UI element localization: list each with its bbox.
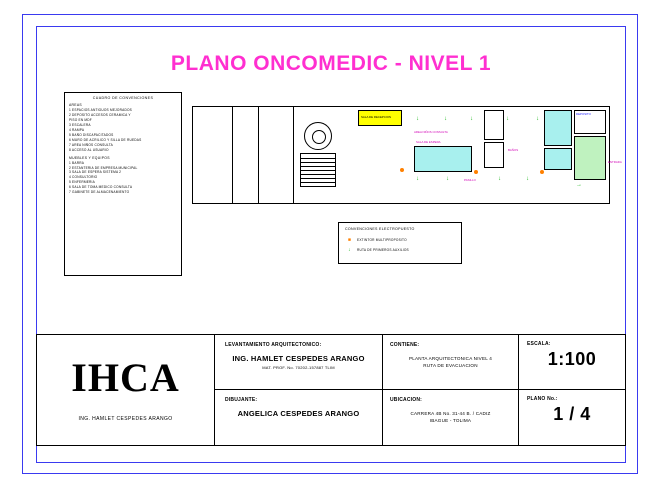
scale-label: ESCALA: xyxy=(527,341,551,347)
evacuation-arrow-icon: → xyxy=(576,182,582,188)
contents-block xyxy=(383,335,518,390)
location-block xyxy=(383,390,518,445)
people-cell xyxy=(215,335,383,445)
notes-section-heading: AREAS xyxy=(69,103,82,107)
notes-item: 7 AREA NIÑOS CONSULTA xyxy=(69,142,113,147)
contents-cell xyxy=(383,335,519,445)
survey-label: LEVANTAMIENTO ARQUITECTONICO: xyxy=(225,342,322,348)
notes-item: 6 SALA DE TOMA MEDICO CONSULTA xyxy=(69,185,133,190)
scale-value: 1:100 xyxy=(547,349,597,369)
plan-wall-line xyxy=(258,106,259,204)
location-label: UBICACION: xyxy=(390,397,422,403)
legend-row xyxy=(345,247,455,253)
arrow-icon: ↓ xyxy=(348,247,351,253)
evacuation-arrow-icon: ↓ xyxy=(416,176,419,182)
location-value-2: IBAGUE - TOLIMA xyxy=(429,418,472,424)
survey-value: ING. HAMLET CESPEDES ARANGO xyxy=(232,354,365,363)
contents-value-1: PLANTA ARQUITECTONICA NIVEL 4 xyxy=(408,356,493,361)
notes-item: 6 MURO DE ACRILICO Y SILLA DE RUEDAS xyxy=(69,137,142,142)
spiral-stair-symbol xyxy=(304,122,332,150)
legend-label: RUTA DE PRIMEROS AUXILIOS xyxy=(357,248,409,252)
plan-number-value: 1 / 4 xyxy=(553,404,591,424)
evacuation-arrow-icon: ↓ xyxy=(416,116,419,122)
logo: IHCA xyxy=(71,355,180,400)
evacuation-arrow-icon: ↓ xyxy=(444,116,447,122)
evacuation-arrow-icon: ↓ xyxy=(536,116,539,122)
notes-item: 1 ESPACIOS ANTIGUOS MEJORADOS xyxy=(69,108,132,112)
room-label-entrada: ENTRADA xyxy=(608,160,622,164)
drafter-block xyxy=(215,390,382,445)
room-label-sala-espera: SALA DE ESPERA xyxy=(416,140,441,144)
drafter-label: DIBUJANTE: xyxy=(225,397,258,403)
notes-item: 8 ACCESO AL USUARIO xyxy=(69,147,109,152)
notes-item: 4 RAMPA xyxy=(69,127,85,132)
floor-plan xyxy=(192,106,628,210)
notes-item: 2 DEPOSITO ACCESOS CERAMICA Y xyxy=(69,112,131,117)
notes-item: 4 CONSULTORIO xyxy=(69,175,98,180)
room-banos xyxy=(484,110,504,140)
legend-label: EXTINTOR MULTIPROPOSITO xyxy=(357,238,407,242)
legend-title: CONVENCIONES ELECTROPUESTO xyxy=(345,227,415,231)
room-sala-espera xyxy=(414,146,472,172)
title-block xyxy=(36,334,626,446)
notes-item: 7 GABINETE DE ALMACENAMIENTO xyxy=(69,190,130,195)
extinguisher-icon: ■ xyxy=(347,237,352,243)
company-logo-cell xyxy=(37,335,215,445)
location-value-1: CARRERA 4B No. 31-44 B. / CADIZ xyxy=(410,411,491,416)
notes-item: 3 ESCALERA xyxy=(69,122,91,127)
notes-item: 3 SALA DE ESPERA SISTEMA 2 xyxy=(69,170,122,175)
plan-number-label: PLANO No.: xyxy=(527,396,558,402)
room-label-banos: BAÑOS xyxy=(508,148,519,152)
notes-item: 5 BAÑO DISCAPACITADOS xyxy=(69,132,114,137)
extinguisher-icon xyxy=(400,168,404,172)
room-banos-2 xyxy=(484,142,504,168)
extinguisher-icon xyxy=(474,170,478,174)
survey-license: MAT. PROF. No. 70202-157887 TLIM xyxy=(262,365,335,370)
notes-section-heading: MUEBLES Y EQUIPOS xyxy=(69,155,110,160)
contents-value-2: RUTA DE EVACUACION xyxy=(423,363,478,369)
evacuation-arrow-icon: ↓ xyxy=(498,176,501,182)
contents-label: CONTIENE: xyxy=(390,342,420,348)
notes-header: CUADRO DE CONVENCIONES xyxy=(92,96,154,100)
notes-item: PISO EN MDF xyxy=(69,117,92,122)
survey-block xyxy=(215,335,382,390)
evacuation-arrow-icon: ↓ xyxy=(446,176,449,182)
logo-subtitle: ING. HAMLET CESPEDES ARANGO xyxy=(78,416,173,422)
room-consultorio-2 xyxy=(544,148,572,170)
evacuation-arrow-icon: ↓ xyxy=(506,116,509,122)
notes-item: 1 BARRA xyxy=(69,160,85,165)
room-label-area-ninos: AREA NIÑOS CONSULTA xyxy=(414,130,448,134)
room-label-pasillo: PASILLO xyxy=(464,178,476,182)
evacuation-arrow-icon: ↓ xyxy=(526,176,529,182)
legend-box xyxy=(338,222,462,264)
notes-item: 5 ENFERMERIA xyxy=(69,180,95,185)
stair-symbol xyxy=(300,153,336,187)
notes-item: 2 ESTANTERIA DE EMPRESA MUNICIPAL xyxy=(69,165,138,170)
notes-box xyxy=(64,92,182,276)
plan-left-block xyxy=(192,106,294,204)
drafter-value: ANGELICA CESPEDES ARANGO xyxy=(237,409,360,418)
page-title: PLANO ONCOMEDIC - NIVEL 1 xyxy=(170,52,492,75)
evacuation-arrow-icon: ↓ xyxy=(470,116,473,122)
room-consultorio-1 xyxy=(544,110,572,146)
room-label-deposito: DEPOSITO xyxy=(576,112,591,116)
plan-rooms xyxy=(358,106,622,204)
room-label-reception: SALA DE RECEPCION xyxy=(361,115,392,119)
scale-plan-cell xyxy=(519,335,625,445)
scale-block xyxy=(519,335,625,390)
room-green-zone xyxy=(574,136,606,180)
plan-wall-line xyxy=(232,106,233,204)
legend-row xyxy=(345,237,455,243)
plan-number-block xyxy=(519,390,625,445)
extinguisher-icon xyxy=(540,170,544,174)
